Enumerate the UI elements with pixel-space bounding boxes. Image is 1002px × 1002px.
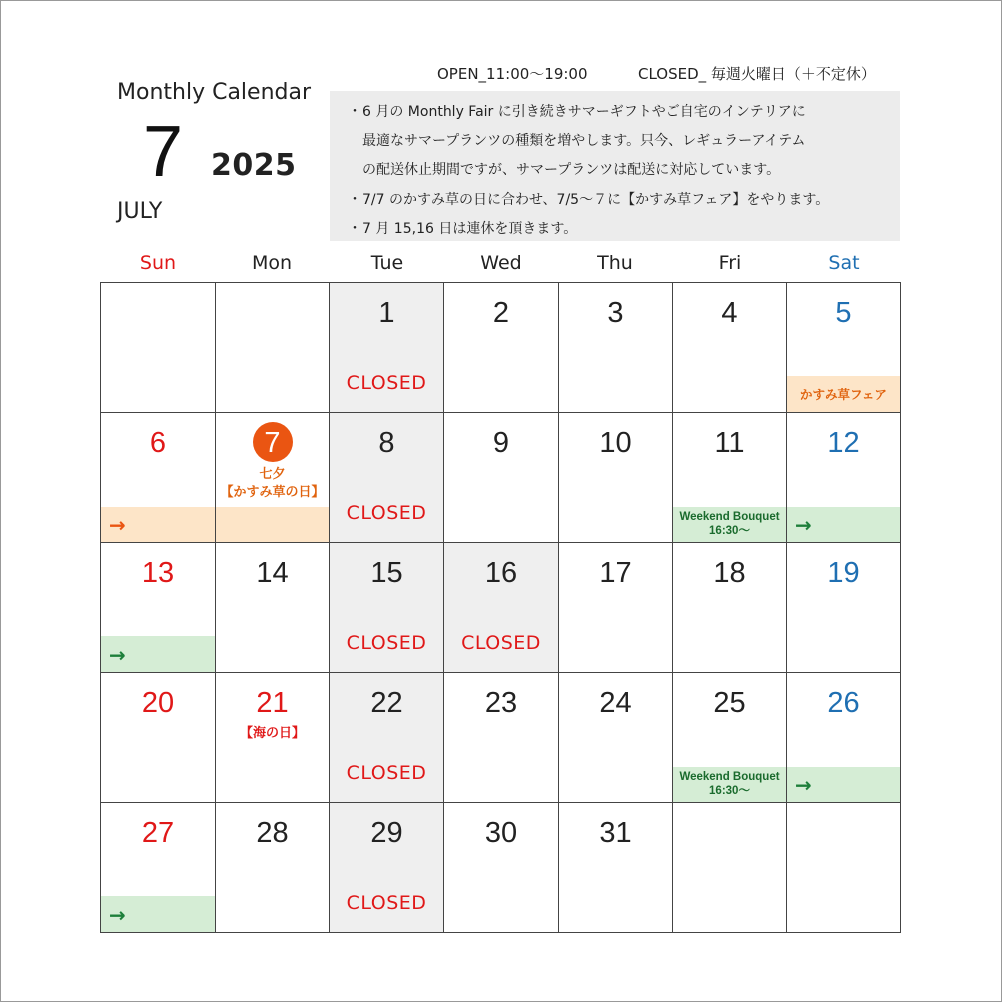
bouquet-time: 16:30～ — [709, 525, 750, 537]
day-number: 22 — [370, 687, 403, 719]
day-number: 21 — [256, 687, 289, 719]
day-number: 8 — [378, 427, 395, 459]
closed-label: CLOSED — [346, 502, 427, 524]
weekday-mon: Mon — [251, 252, 293, 274]
day-number: 10 — [599, 427, 632, 459]
bouquet-band — [787, 767, 900, 802]
weekday-sat: Sat — [828, 252, 860, 274]
day-cell[interactable] — [330, 673, 444, 803]
calendar-grid — [100, 282, 901, 933]
weekday-wed: Wed — [480, 252, 522, 274]
arrow-icon: → — [109, 643, 126, 667]
day-cell[interactable] — [101, 543, 216, 673]
day-number: 26 — [827, 687, 860, 719]
fair-band — [216, 507, 329, 542]
day-cell[interactable] — [330, 543, 444, 673]
day-number: 23 — [484, 687, 518, 719]
day-cell[interactable] — [444, 543, 559, 673]
day-cell[interactable] — [101, 803, 216, 933]
day-number: 15 — [370, 557, 403, 589]
day-cell[interactable] — [101, 413, 216, 543]
day-number: 7 — [264, 427, 281, 459]
notice-line: ・7/7 のかすみ草の日に合わせ、7/5～７に【かすみ草フェア】をやります。 — [348, 191, 830, 208]
day-number: 4 — [721, 297, 738, 329]
day-cell[interactable] — [787, 673, 901, 803]
calendar-title: Monthly Calendar — [117, 80, 312, 105]
day-number: 28 — [256, 817, 289, 849]
bouquet-band — [787, 507, 900, 542]
fair-label: かすみ草フェア — [800, 387, 887, 402]
day-number: 9 — [492, 427, 510, 459]
day-cell[interactable] — [673, 673, 787, 803]
day-number: 16 — [484, 557, 518, 589]
notice-line: 最適なサマープランツの種類を増やします。只今、レギュラーアイテム — [362, 133, 806, 150]
day-number: 5 — [835, 297, 852, 329]
arrow-icon: → — [795, 773, 812, 797]
day-number: 11 — [714, 427, 745, 459]
day-cell[interactable] — [559, 673, 673, 803]
closed-label: CLOSED — [346, 372, 427, 394]
day-cell-empty — [101, 283, 216, 413]
day-cell[interactable] — [444, 673, 559, 803]
day-cell[interactable] — [444, 803, 559, 933]
day-cell[interactable] — [444, 283, 559, 413]
day-cell[interactable] — [330, 803, 444, 933]
weekday-tue: Tue — [370, 252, 404, 274]
day-cell[interactable] — [787, 543, 901, 673]
bouquet-title: Weekend Bouquet — [679, 771, 780, 783]
day-number: 17 — [599, 557, 632, 589]
day-cell[interactable] — [559, 543, 673, 673]
holiday-label: 【海の日】 — [239, 726, 305, 741]
day-cell[interactable] — [673, 413, 787, 543]
day-cell[interactable] — [559, 283, 673, 413]
closed-label: CLOSED — [461, 632, 541, 654]
day-cell[interactable] — [673, 543, 787, 673]
notice-line: の配送休止期間ですが、サマープランツは配送に対応しています。 — [362, 162, 781, 179]
day-cell[interactable] — [559, 413, 673, 543]
day-number: 31 — [599, 817, 632, 849]
day-number: 18 — [713, 557, 746, 589]
bouquet-band — [101, 636, 215, 672]
year: 2025 — [211, 148, 297, 183]
day-number: 2 — [492, 297, 510, 329]
bouquet-title: Weekend Bouquet — [679, 511, 780, 523]
bouquet-band — [673, 507, 786, 542]
day-number: 19 — [827, 557, 860, 589]
opening-hours: OPEN_11:00～19:00 — [437, 65, 588, 83]
day-number: 6 — [149, 427, 167, 459]
arrow-icon: → — [795, 513, 812, 537]
day-cell[interactable] — [559, 803, 673, 933]
closing-days: CLOSED_ 毎週火曜日（＋不定休） — [638, 65, 876, 83]
closed-label: CLOSED — [346, 762, 427, 784]
closed-label: CLOSED — [346, 632, 427, 654]
weekday-thu: Thu — [597, 252, 633, 274]
fair-band — [101, 507, 215, 542]
day-number: 20 — [141, 687, 175, 719]
day-cell[interactable] — [216, 543, 330, 673]
day-cell[interactable] — [101, 673, 216, 803]
day-number: 13 — [141, 557, 175, 589]
day-cell[interactable] — [673, 283, 787, 413]
day-cell[interactable] — [787, 283, 901, 413]
notice-line: ・6 月の Monthly Fair に引き続きサマーギフトやご自宅のインテリアに — [348, 104, 806, 120]
day-number: 25 — [713, 687, 746, 719]
arrow-icon: → — [109, 903, 126, 927]
day-cell[interactable] — [330, 413, 444, 543]
day-number: 30 — [484, 817, 518, 849]
day-cell[interactable] — [330, 283, 444, 413]
day-cell-empty — [787, 803, 901, 933]
kasumi-day-label: 【かすみ草の日】 — [220, 485, 325, 500]
closed-label: CLOSED — [346, 892, 427, 914]
day-number: 27 — [141, 817, 175, 849]
day-number: 14 — [256, 557, 289, 589]
weekday-fri: Fri — [718, 252, 742, 274]
fair-band — [787, 376, 900, 412]
day-cell[interactable] — [216, 803, 330, 933]
bouquet-band — [101, 896, 215, 932]
day-cell[interactable] — [787, 413, 901, 543]
weekday-sun: Sun — [139, 252, 177, 274]
bouquet-time: 16:30～ — [709, 785, 750, 797]
day-cell[interactable] — [216, 413, 330, 543]
day-number: 24 — [599, 687, 632, 719]
day-number: 1 — [378, 297, 395, 329]
day-number: 3 — [607, 297, 624, 329]
day-number: 12 — [827, 427, 860, 459]
tanabata-label: 七夕 — [259, 467, 286, 482]
bouquet-band — [673, 767, 786, 802]
day-cell-empty — [216, 283, 330, 413]
notice-box — [330, 91, 900, 241]
day-cell[interactable] — [444, 413, 559, 543]
month-number: 7 — [143, 112, 184, 192]
day-number: 29 — [370, 817, 403, 849]
arrow-icon: → — [109, 513, 126, 537]
month-name: JULY — [117, 199, 163, 224]
day-cell[interactable] — [216, 673, 330, 803]
notice-line: ・7 月 15,16 日は連休を頂きます。 — [348, 220, 578, 237]
day-cell-empty — [673, 803, 787, 933]
